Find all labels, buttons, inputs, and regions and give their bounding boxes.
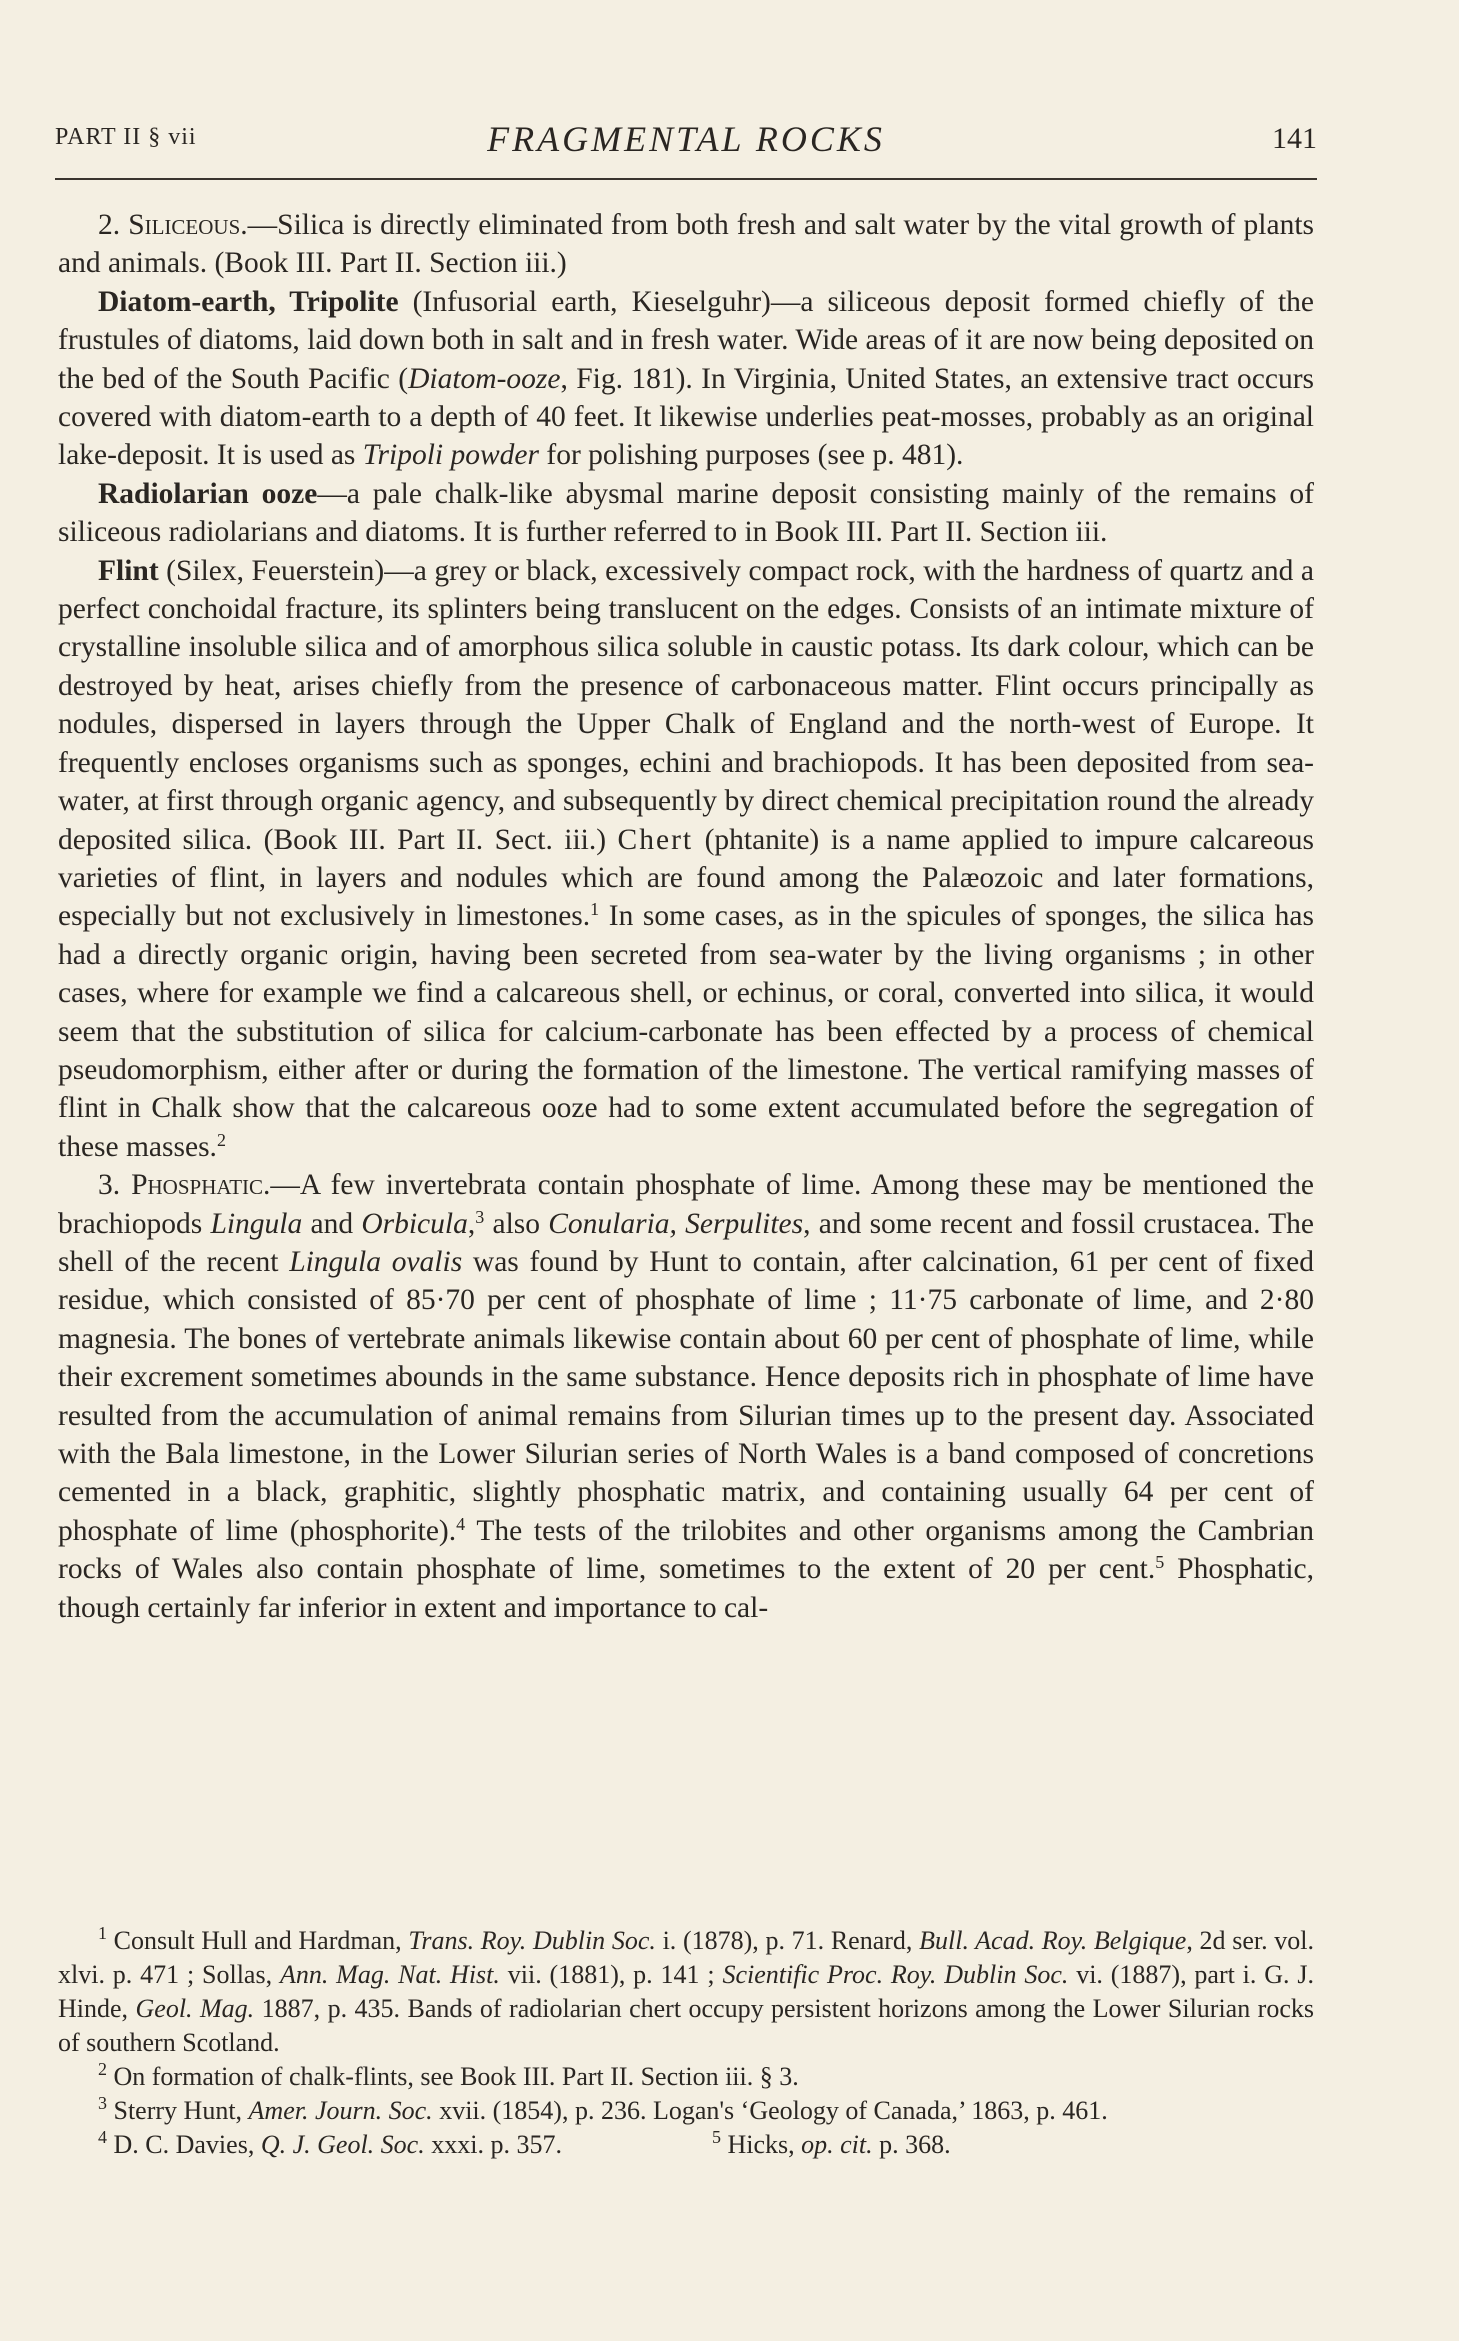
footnote-text: D. C. Davies, — [107, 2130, 261, 2159]
paragraph-diatom-earth — [58, 283, 1314, 475]
citation-title: Ann. Mag. Nat. Hist. — [279, 1960, 500, 1989]
footnote-text: i. (1878), p. 71. Renard, — [655, 1926, 920, 1955]
footnote-ref-1: 1 — [590, 899, 600, 920]
citation-title: op. cit. — [801, 2130, 873, 2159]
term-flint: Flint — [98, 554, 159, 587]
paragraph-flint — [58, 552, 1314, 1167]
footnote-mark: 3 — [98, 2093, 107, 2113]
footnote-text: vii. (1881), p. 141 ; — [499, 1960, 723, 1989]
section-number: 2. — [98, 209, 121, 241]
paragraph-text: The tests of the trilobites and other organisms among the Cambrian rocks of Wales also contain phosphate of lime, sometimes to the extent of 20 per cent. — [58, 1514, 1314, 1586]
footnote-ref-2: 2 — [216, 1129, 226, 1150]
italic-term: Conularia, Serpulites — [548, 1207, 804, 1240]
paragraph-phosphatic — [58, 1166, 1314, 1627]
footnote-ref-3: 3 — [475, 1206, 485, 1227]
paragraph-text: (Infusorial earth, Kieselguhr)—a siliceous deposit formed chiefly of the frustules of diatoms, laid down both in salt and in fresh water. Wide areas of it are now being deposited on the bed of the South Pacific ( — [58, 285, 1314, 395]
citation-title: Amer. Journ. Soc. — [248, 2096, 433, 2125]
paragraph-text: for polishing purposes (see p. 481). — [539, 439, 964, 472]
italic-term: Lingula — [210, 1207, 303, 1240]
paragraph-text: and — [302, 1207, 362, 1240]
paragraph-text: —a pale chalk-like abysmal marine deposit consisting mainly of the remains of siliceous radiolarians and diatoms. It is further referred to in Book III. Part II. Section iii. — [58, 477, 1314, 549]
italic-term: Lingula ovalis — [289, 1245, 463, 1278]
footnote-text: On formation of chalk-flints, see Book III. Part II. Section iii. § 3. — [107, 2062, 799, 2091]
italic-term: Diatom-ooze — [408, 362, 561, 395]
paragraph-radiolarian — [58, 475, 1314, 552]
running-head-title: FRAGMENTAL ROCKS — [487, 119, 885, 159]
footnote-text: Sterry Hunt, — [107, 2096, 249, 2125]
section-heading: Phosphatic. — [131, 1169, 271, 1202]
term-diatom-earth: Diatom-earth, Tripolite — [98, 285, 399, 318]
running-head-part: PART II § vii — [55, 124, 197, 150]
footnote-text: 1887, p. 435. Bands of radiolarian chert occupy persistent horizons among the Lower Silurian rocks of southern Scotland. — [58, 1994, 1314, 2057]
footnotes — [58, 1924, 1314, 2162]
paragraph-text: In some cases, as in the spicules of sponges, the silica has had a directly organic origin, having been secreted from sea-water by the living organisms ; in other cases, where for example we find a calcareous shell, or echinus, or coral, converted into silica, it would seem that the substitution of silica for calcium-carbonate has been effected by a process of chemical pseudomorphism, either after or during the formation of the limestone. The vertical ramifying masses of flint in Chalk show that the calcareous ooze had to some extent accumulated before the segregation of these masses. — [58, 900, 1314, 1163]
paragraph-siliceous — [58, 206, 1314, 283]
paragraph-text: —A few invertebrata contain phosphate of lime. Among these may be mentioned the brachiopods — [58, 1169, 1314, 1240]
section-number: 3. — [98, 1169, 121, 1202]
italic-term: Tripoli powder — [362, 439, 540, 472]
term-radiolarian-ooze: Radiolarian ooze — [98, 477, 318, 510]
footnote-3 — [58, 2094, 1314, 2128]
citation-title: Q. J. Geol. Soc. — [260, 2130, 425, 2159]
section-heading: Siliceous. — [128, 209, 248, 241]
paragraph-text: was found by Hunt to contain, after calcination, 61 per cent of fixed residue, which consisted of 85·70 per cent of phosphate of lime ; 11·75 carbonate of lime, and 2·80 magnesia. The bones of vertebrate animals likewise contain about 60 per cent of phosphate of lime, while their excrement sometimes abounds in the same substance. Hence deposits rich in phosphate of lime have resulted from the accumulation of animal remains from Silurian times up to the present day. Associated with the Bala limestone, in the Lower Silurian series of North Wales is a band composed of concretions cemented in a black, graphitic, slightly phosphatic matrix, and containing usually 64 per cent of phosphate of lime (phosphorite). — [58, 1245, 1315, 1547]
footnote-4-5 — [58, 2128, 1314, 2162]
citation-title: Bull. Acad. Roy. Belgique — [919, 1926, 1187, 1955]
paragraph-text: also — [484, 1207, 549, 1240]
paragraph-text: , — [467, 1207, 476, 1240]
paragraph-text: —Silica is directly eliminated from both fresh and salt water by the vital growth of plants and animals. (Book III. Part II. Section iii.) — [58, 209, 1315, 280]
paragraph-text: Phosphatic, though certainly far inferior in extent and importance to cal- — [58, 1553, 1314, 1624]
footnote-text: xxxi. p. 357. — [424, 2130, 562, 2159]
footnote-mark: 5 — [711, 2127, 721, 2147]
citation-title: Geol. Mag. — [135, 1994, 255, 2023]
footnote-mark: 1 — [98, 1923, 107, 1943]
italic-term: Orbicula — [361, 1207, 468, 1240]
footnote-ref-4: 4 — [456, 1513, 466, 1534]
footnote-text: p. 368. — [872, 2130, 951, 2159]
footnote-ref-5: 5 — [1155, 1552, 1165, 1573]
paragraph-text: , and some recent and fossil crustacea. The shell of the recent — [58, 1207, 1315, 1278]
footnote-2 — [58, 2060, 1314, 2094]
footnote-mark: 2 — [98, 2059, 107, 2079]
footnote-text: vi. (1887), part i. G. J. Hinde, — [58, 1960, 1314, 2023]
paragraph-text: , Fig. 181). In Virginia, United States, an extensive tract occurs covered with diatom-earth to a depth of 40 feet. It likewise underlies peat-mosses, probably as an original lake-deposit. It is used as — [58, 362, 1315, 472]
citation-title: Trans. Roy. Dublin Soc. — [408, 1926, 656, 1955]
footnote-text: Hicks, — [720, 2130, 802, 2159]
page-number: 141 — [1272, 122, 1317, 155]
page-header — [55, 118, 1317, 168]
footnote-1 — [58, 1924, 1314, 2060]
footnote-mark: 4 — [98, 2127, 107, 2147]
citation-title: Scientific Proc. Roy. Dublin Soc. — [722, 1960, 1069, 1989]
footnote-text: Consult Hull and Hardman, — [107, 1926, 409, 1955]
footnote-text: xvii. (1854), p. 236. Logan's ‘Geology of Canada,’ 1863, p. 461. — [432, 2096, 1108, 2125]
main-text — [58, 206, 1314, 1627]
footnote-text: , 2d ser. vol. xlvi. p. 471 ; Sollas, — [58, 1926, 1314, 1989]
term-chert: Chert — [617, 823, 694, 856]
paragraph-text: (phtanite) is a name applied to impure calcareous varieties of flint, in layers and nodules which are found among the Palæozoic and later formations, especially but not exclusively in limestones. — [58, 823, 1314, 933]
header-rule — [55, 178, 1317, 180]
paragraph-text: (Silex, Feuerstein)—a grey or black, excessively compact rock, with the hardness of quartz and a perfect conchoidal fracture, its splinters being translucent on the edges. Consists of an intimate mixture of crystalline insoluble silica and of amorphous silica soluble in caustic potass. Its dark colour, which can be destroyed by heat, arises chiefly from the presence of carbonaceous matter. Flint occurs principally as nodules, dispersed in layers through the Upper Chalk of England and the north-west of Europe. It frequently encloses organisms such as sponges, echini and brachiopods. It has been deposited from sea-water, at first through organic agency, and subsequently by direct chemical precipitation round the already deposited silica. (Book III. Part II. Sect. iii.) — [58, 554, 1314, 856]
